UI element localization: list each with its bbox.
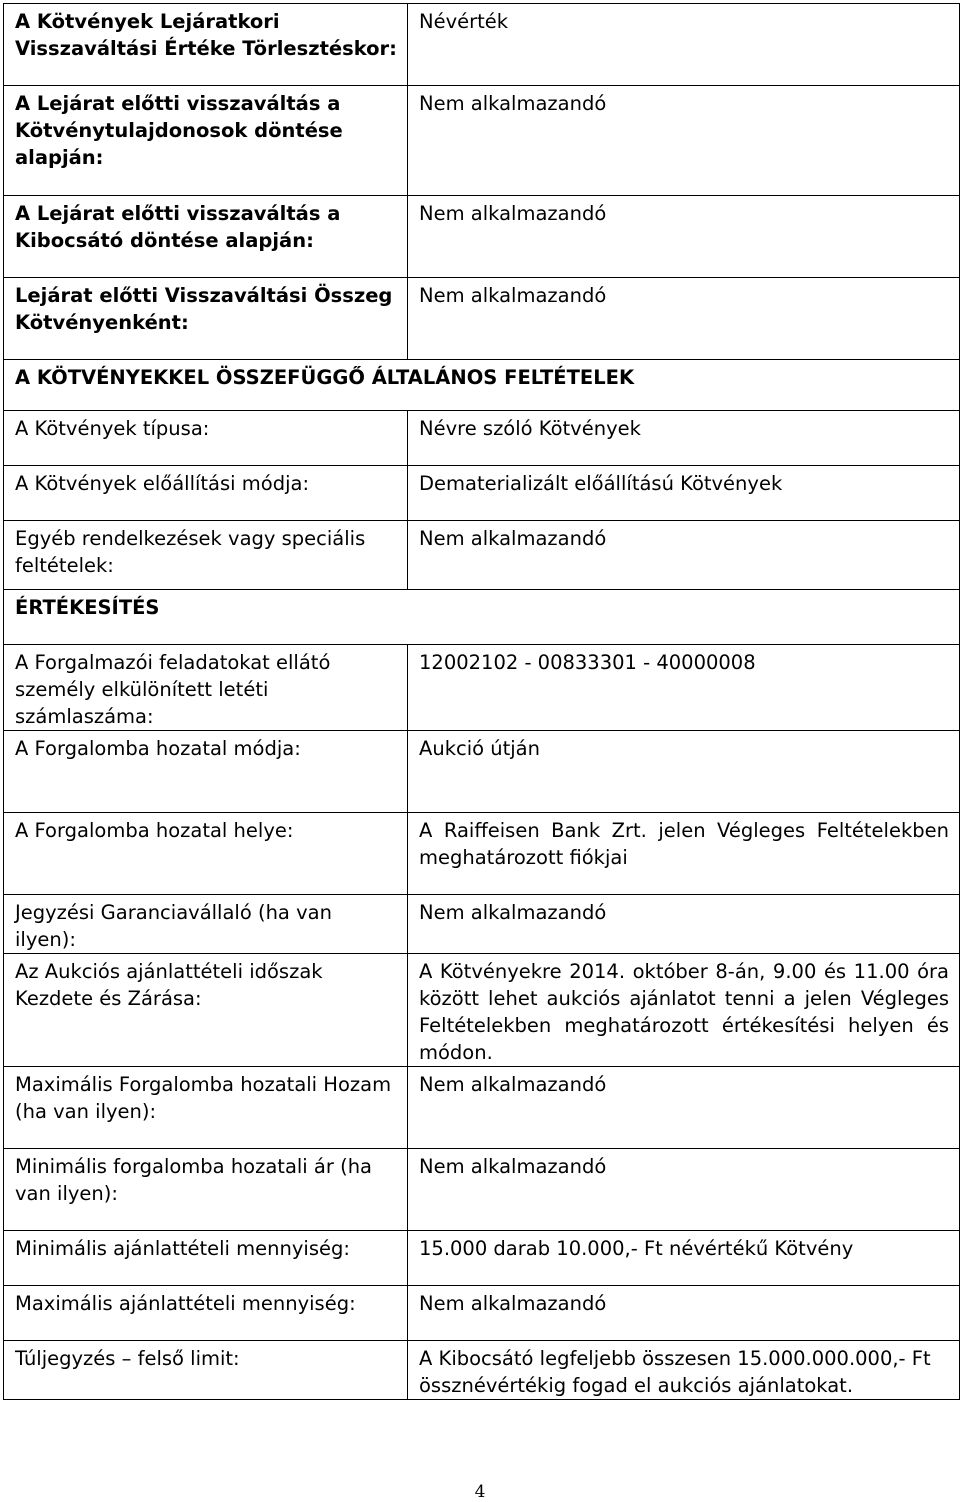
row-value: Nem alkalmazandó [408, 86, 960, 196]
table-row [4, 411, 960, 466]
row-label: A Forgalomba hozatal módja: [4, 731, 408, 813]
section-header-row [4, 590, 960, 645]
section-header-row [4, 360, 960, 411]
terms-table [3, 3, 960, 1400]
table-row [4, 731, 960, 813]
row-value: Nem alkalmazandó [408, 1149, 960, 1231]
row-label: Túljegyzés – felső limit: [4, 1341, 408, 1400]
table-row [4, 521, 960, 590]
row-value: Dematerializált előállítású Kötvények [408, 466, 960, 521]
table-row [4, 86, 960, 196]
table-row [4, 278, 960, 360]
table-row [4, 1341, 960, 1400]
row-label: Jegyzési Garanciavállaló (ha van ilyen): [4, 895, 408, 954]
row-value: Nem alkalmazandó [408, 196, 960, 278]
section-title-general: A KÖTVÉNYEKKEL ÖSSZEFÜGGŐ ÁLTALÁNOS FELTÉTELEK [4, 360, 960, 411]
row-value: Nem alkalmazandó [408, 1067, 960, 1149]
row-value: 12002102 - 00833301 - 40000008 [408, 645, 960, 731]
row-value: Aukció útján [408, 731, 960, 813]
row-label: Egyéb rendelkezések vagy speciális feltételek: [4, 521, 408, 590]
table-row [4, 196, 960, 278]
row-label: Minimális forgalomba hozatali ár (ha van ilyen): [4, 1149, 408, 1231]
row-label: A Forgalomba hozatal helye: [4, 813, 408, 895]
table-row [4, 4, 960, 86]
row-value: A Raiffeisen Bank Zrt. jelen Végleges Feltételekben meghatározott fiókjai [408, 813, 960, 895]
section-title-sales: ÉRTÉKESÍTÉS [4, 590, 960, 645]
table-row [4, 954, 960, 1067]
row-value: Nem alkalmazandó [408, 895, 960, 954]
row-label: Az Aukciós ajánlattételi időszak Kezdete és Zárása: [4, 954, 408, 1067]
table-row [4, 895, 960, 954]
row-value: 15.000 darab 10.000,- Ft névértékű Kötvény [408, 1231, 960, 1286]
row-label: A Lejárat előtti visszaváltás a Kibocsátó döntése alapján: [4, 196, 408, 278]
table-row [4, 466, 960, 521]
row-label: A Kötvények előállítási módja: [4, 466, 408, 521]
row-value: A Kötvényekre 2014. október 8-án, 9.00 és 11.00 óra között lehet aukciós ajánlatot tenni a jelen Végleges Feltételekben meghatározott értékesítési helyen és módon. [408, 954, 960, 1067]
table-row [4, 1231, 960, 1286]
row-value: Nem alkalmazandó [408, 278, 960, 360]
row-value: Névre szóló Kötvények [408, 411, 960, 466]
table-row [4, 1149, 960, 1231]
row-label: A Lejárat előtti visszaváltás a Kötvénytulajdonosok döntése alapján: [4, 86, 408, 196]
table-row [4, 1286, 960, 1341]
table-row [4, 1067, 960, 1149]
row-label: A Kötvények típusa: [4, 411, 408, 466]
row-value: A Kibocsátó legfeljebb összesen 15.000.000.000,- Ft össznévértékig fogad el aukciós ajánlatokat. [408, 1341, 960, 1400]
row-label: Lejárat előtti Visszaváltási Összeg Kötvényenként: [4, 278, 408, 360]
row-value: Nem alkalmazandó [408, 521, 960, 590]
row-label: Maximális ajánlattételi mennyiség: [4, 1286, 408, 1341]
page-number: 4 [474, 1482, 486, 1502]
row-label: A Kötvények Lejáratkori Visszaváltási Értéke Törlesztéskor: [4, 4, 408, 86]
row-value: Névérték [408, 4, 960, 86]
row-label: Maximális Forgalomba hozatali Hozam (ha van ilyen): [4, 1067, 408, 1149]
table-row [4, 645, 960, 731]
row-value: Nem alkalmazandó [408, 1286, 960, 1341]
table-row [4, 813, 960, 895]
row-label: A Forgalmazói feladatokat ellátó személy elkülönített letéti számlaszáma: [4, 645, 408, 731]
row-label: Minimális ajánlattételi mennyiség: [4, 1231, 408, 1286]
